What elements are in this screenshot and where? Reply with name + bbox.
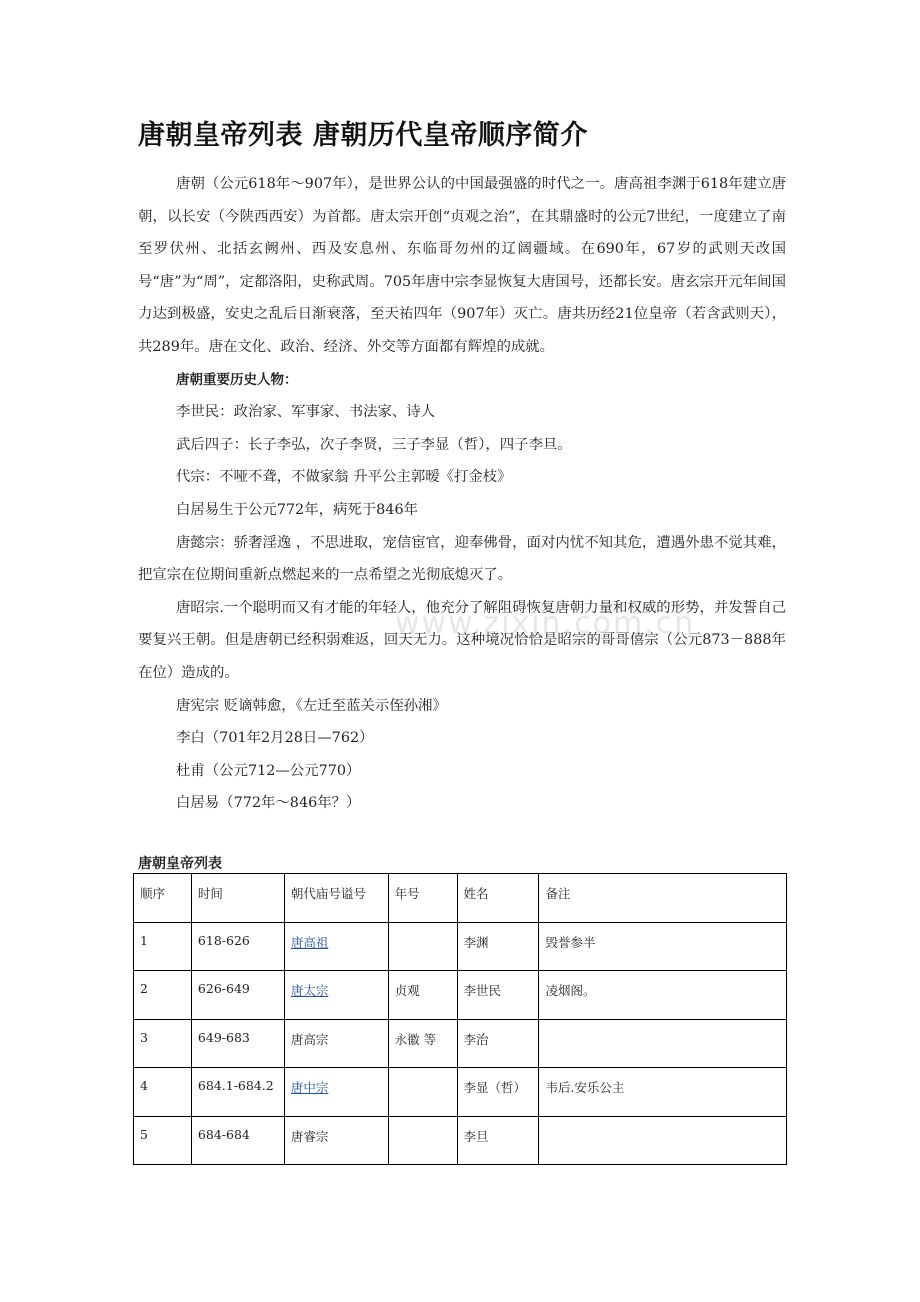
- table-cell: 唐高宗: [284, 1019, 388, 1068]
- table-cell: 贞观: [388, 971, 457, 1020]
- table-cell: [539, 1019, 787, 1068]
- table-cell: 李世民: [457, 971, 539, 1020]
- table-cell: 1: [134, 922, 192, 971]
- figure-line: 唐宪宗 贬谪韩愈，《左迁至蓝关示侄孙湘》: [176, 697, 447, 714]
- figure-line: 杜甫（公元712—公元770）: [176, 762, 361, 779]
- table-cell: [284, 1068, 388, 1117]
- table-cell: [284, 971, 388, 1020]
- table-cell: [388, 1116, 457, 1165]
- header-cell: 姓名: [457, 874, 539, 923]
- table-cell: 李显（哲）: [457, 1068, 539, 1117]
- table-cell: 684.1-684.2: [191, 1068, 284, 1117]
- watermark-text: www.zixin.com.cn: [395, 606, 696, 641]
- table-cell: 唐睿宗: [284, 1116, 388, 1165]
- intro-paragraph: 唐朝（公元618年～907年），是世界公认的中国最强盛的时代之一。唐高祖李渊于618年建立唐朝，以长安（今陕西西安）为首都。唐太宗开创“贞观之治”，在其鼎盛时的公元7世纪，一度建立了南至罗伏州、北括玄阙州、西及安息州、东临哥勿州的辽阔疆域。在690年，67岁的武则天改国号“唐”为“周”，定都洛阳，史称武周。705年唐中宗李显恢复大唐国号，还都长安。唐玄宗开元年间国力达到极盛，安史之乱后日渐衰落，至天祐四年（907年）灭亡。唐共历经21位皇帝（若含武则天），共289年。唐在文化、政治、经济、外交等方面都有辉煌的成就。: [138, 176, 786, 355]
- table-cell: 李旦: [457, 1116, 539, 1165]
- table-row: [134, 1116, 787, 1165]
- table-cell: 4: [134, 1068, 192, 1117]
- table-title: 唐朝皇帝列表: [138, 856, 222, 872]
- header-cell: 时间: [191, 874, 284, 923]
- table-cell: [284, 922, 388, 971]
- figure-line: 李世民：政治家、军事家、书法家、诗人: [176, 404, 436, 421]
- table-cell: 李治: [457, 1019, 539, 1068]
- figure-line: 代宗：不哑不聋，不做家翁 升平公主郭暧《打金枝》: [176, 469, 512, 486]
- table-cell: 韦后.安乐公主: [539, 1068, 787, 1117]
- table-cell: 626-649: [191, 971, 284, 1020]
- table-cell: 618-626: [191, 922, 284, 971]
- figures-heading: 唐朝重要历史人物：: [176, 371, 298, 388]
- table-cell: 李渊: [457, 922, 539, 971]
- table-cell: 3: [134, 1019, 192, 1068]
- table-row: [134, 922, 787, 971]
- yizong-paragraph: 唐懿宗：骄奢淫逸 ，不思进取，宠信宦官，迎奉佛骨，面对内忧不知其危，遭遇外患不觉其难，把宣宗在位期间重新点燃起来的一点希望之光彻底熄灭了。: [138, 534, 786, 584]
- table-cell: [388, 922, 457, 971]
- figure-line: 白居易生于公元772年，病死于846年: [176, 501, 419, 518]
- table-row: [134, 971, 787, 1020]
- table-cell: 毁誉参半: [539, 922, 787, 971]
- table-cell: 2: [134, 971, 192, 1020]
- table-cell: 凌烟阁。: [539, 971, 787, 1020]
- document-body: [138, 112, 786, 820]
- table-cell: 5: [134, 1116, 192, 1165]
- table-row: [134, 1019, 787, 1068]
- figure-line: 武后四子：长子李弘，次子李贤，三子李显（哲），四子李旦。: [176, 436, 572, 453]
- table-cell: [539, 1116, 787, 1165]
- table-header-row: [134, 874, 787, 923]
- header-cell: 备注: [539, 874, 787, 923]
- table-cell: [388, 1068, 457, 1117]
- table-cell: 永徽 等: [388, 1019, 457, 1068]
- table-cell: 684-684: [191, 1116, 284, 1165]
- header-cell: 顺序: [134, 874, 192, 923]
- emperor-table: [133, 873, 787, 1165]
- emperor-link[interactable]: 唐高祖: [290, 934, 329, 950]
- figure-line: 白居易（772年～846年？）: [176, 795, 361, 812]
- table-cell: 649-683: [191, 1019, 284, 1068]
- emperor-link[interactable]: 唐太宗: [290, 983, 329, 998]
- figure-line: 李白（701年2月28日—762）: [176, 730, 374, 747]
- table-row: [134, 1068, 787, 1117]
- header-cell: 年号: [388, 874, 457, 923]
- page-title: 唐朝皇帝列表 唐朝历代皇帝顺序简介: [138, 120, 588, 151]
- emperor-link[interactable]: 唐中宗: [290, 1080, 329, 1095]
- zhaozong-paragraph: 唐昭宗.一个聪明而又有才能的年轻人，他充分了解阻碍恢复唐朝力量和权威的形势，并发誓自己要复兴王朝。但是唐朝已经积弱难返，回天无力。这种境况恰恰是昭宗的哥哥僖宗（公元873－888年在位）造成的。: [138, 599, 786, 681]
- header-cell: 朝代庙号谥号: [284, 874, 388, 923]
